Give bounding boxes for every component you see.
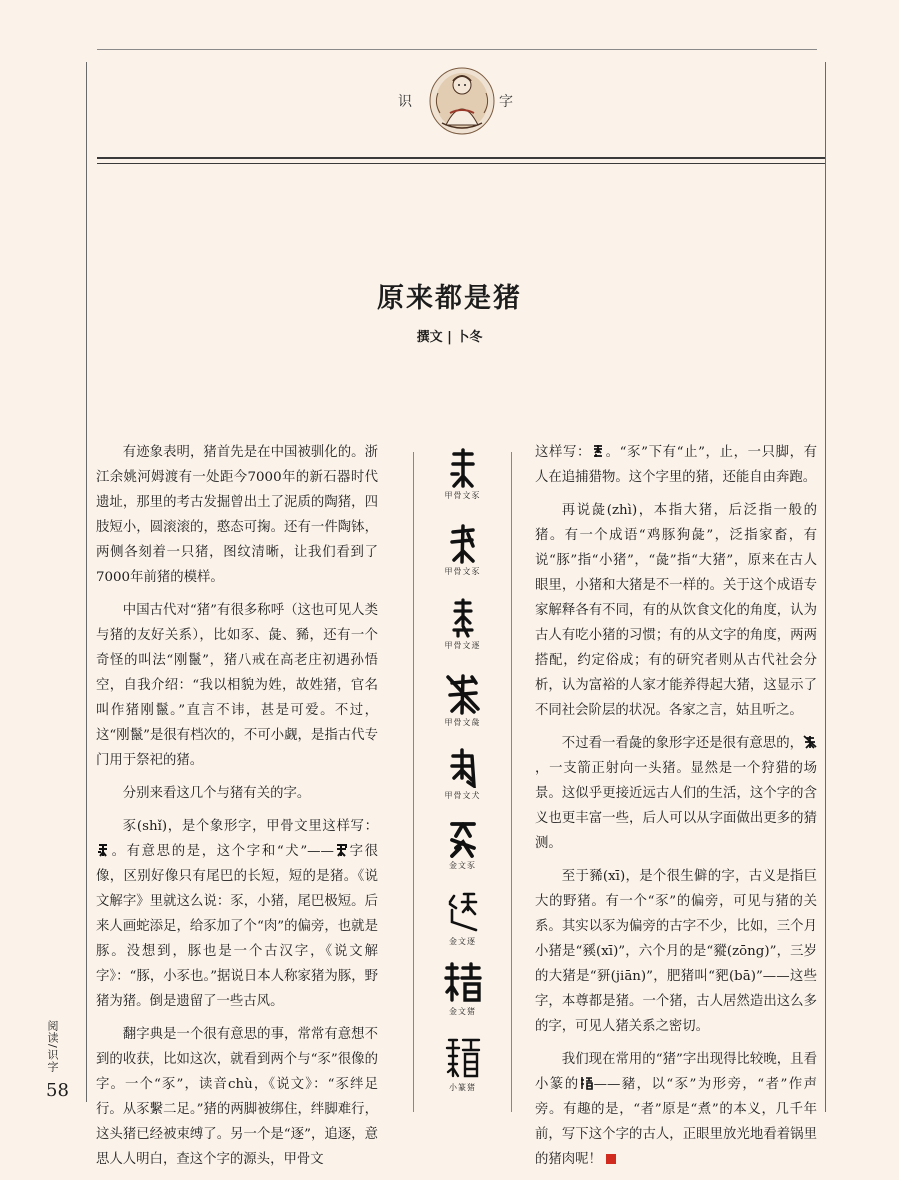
oracle-bone-glyph-icon <box>443 962 483 1004</box>
column-divider-right <box>511 452 512 1112</box>
section-label: 阅读/识字 <box>46 1020 59 1073</box>
oracle-bone-glyph-icon <box>446 818 480 858</box>
glyph-item: 甲骨文犬 <box>415 748 510 801</box>
glyph-item: 甲骨文彘 <box>415 673 510 728</box>
glyph-item: 金文猪 <box>415 962 510 1017</box>
oracle-bone-glyph-icon <box>448 448 478 488</box>
paragraph: 中国古代对“猪”有很多称呼（这也可见人类与猪的友好关系），比如豕、彘、豨，还有一个奇怪的叫法“刚鬣”，猪八戒在高老庄初遇孙悟空，自我介绍：“我以相貌为姓，故姓猪，官名叫作猪刚鬣。”直言不讳，甚是可爱。不过，这“刚鬣”是很有档次的，不可小觑，是指古代专门用于祭祀的猪。 <box>96 603 378 768</box>
oracle-bone-glyph-icon <box>443 1036 483 1080</box>
oracle-bone-glyph-icon <box>448 598 478 638</box>
glyph-item: 小篆猪 <box>415 1036 510 1093</box>
left-margin-rule <box>86 62 87 1102</box>
header-right-char: 字 <box>499 94 513 110</box>
deity-emblem-icon <box>428 63 496 135</box>
text-column-left <box>96 440 378 1180</box>
header-rule-thin <box>97 163 825 164</box>
paragraph: 这样写： 。“豕”下有“止”，止，一只脚，有人在追捕猎物。这个字里的猪，还能自由奔跑。 <box>535 445 818 485</box>
oracle-bone-glyph-icon <box>446 673 480 715</box>
glyph-item: 金文逐 <box>415 890 510 947</box>
end-mark-icon <box>606 1154 616 1164</box>
paragraph: 我们现在常用的“猪”字出现得比较晚，且看小篆的 ——豬，以“豕”为形旁，“者”作声旁。有趣的是，“者”原是“煮”的本义，几千年前，写下这个字的古人，正眼里放光地看着锅里的猪肉呢！ <box>535 1052 818 1167</box>
glyph-item: 甲骨文豕 <box>415 524 510 577</box>
oracle-zhu-glyph-icon <box>591 444 605 458</box>
article-title: 原来都是猪 <box>377 283 522 314</box>
top-rule <box>97 49 817 50</box>
seal-zhu-glyph-icon <box>580 1076 594 1090</box>
glyph-item: 甲骨文豕 <box>415 448 510 501</box>
paragraph: 翻字典是一个很有意思的事，常常有意想不到的收获，比如这次，就看到两个与“豕”很像的字。一个“豕”，读音chù，《说文》：“豕绊足行。从豕繫二足。”猪的两脚被绑住，绊脚难行，这头猪已经被束缚了。另一个是“逐”，追逐，意思人人明白，查这个字的源头，甲骨文 <box>96 1027 378 1167</box>
oracle-zhi-glyph-icon <box>803 735 817 749</box>
right-margin-rule <box>825 62 826 1112</box>
paragraph: 不过看一看彘的象形字还是很有意思的，，一支箭正射向一头猪。显然是一个狩猎的场景。这似乎更接近远古人们的生活，这个字的含义也更丰富一些，后人可以从字面做出更多的猜测。 <box>535 736 817 851</box>
oracle-bone-glyph-icon <box>446 890 480 934</box>
paragraph: 分别来看这几个与猪有关的字。 <box>122 786 311 801</box>
article-author: 撰文 | 卜冬 <box>416 330 483 345</box>
oracle-quan-glyph-icon <box>334 843 348 857</box>
header-rule-thick <box>97 157 825 159</box>
glyph-item: 金文豕 <box>415 818 510 871</box>
header-left-char: 识 <box>398 94 412 110</box>
glyph-item: 甲骨文逐 <box>415 598 510 651</box>
paragraph: 豕(shǐ)，是个象形字，甲骨文里这样写：。有意思的是，这个字和“犬”—— 字很像，区别好像只有尾巴的长短，短的是猪。《说文解字》里就这么说：豕，小猪，尾巴极短。后来人画蛇添足，给豕加了个“肉”的偏旁，也就是豚。没想到，豚也是一个古汉字，《说文解字》：“豚，小豕也。”据说日本人称家猪为豚，野猪为猪。倒是遗留了一些古风。 <box>96 819 378 1009</box>
oracle-bone-glyph-icon <box>448 524 478 564</box>
paragraph: 再说彘(zhì)，本指大猪，后泛指一般的猪。有一个成语“鸡豚狗彘”，泛指家畜，有说“豚”指“小猪”，“彘”指“大猪”，原来在古人眼里，小猪和大猪是不一样的。关于这个成语专家解释各有不同，有的从饮食文化的角度，认为古人有吃小猪的习惯；有的从文字的角度，两两搭配，约定俗成；有的研究者则从古代社会分析，认为富裕的人家才能养得起大猪，这显示了不同社会阶层的状况。各家之言，姑且听之。 <box>535 503 817 718</box>
paragraph: 至于豨(xī)，是个很生僻的字，古义是指巨大的野猪。有一个“豕”的偏旁，可见与猪的关系。其实以豕为偏旁的古字不少，比如，三个月小猪是“豯(xī)”，六个月的是“豵(zōng)”，三岁的大猪是“豜(jiān)”，肥猪叫“豝(bā)”——这些字，本尊都是猪。一个猪，古人居然造出这么多的字，可见人猪关系之密切。 <box>535 869 817 1034</box>
paragraph: 有迹象表明，猪首先是在中国被驯化的。浙江余姚河姆渡有一处距今7000年的新石器时代遗址，那里的考古发掘曾出土了泥质的陶猪，四肢短小，圆滚滚的，憨态可掬。还有一件陶钵，两侧各刻着一只猪，图纹清晰，让我们看到了7000年前猪的模样。 <box>96 445 378 585</box>
page-number: 58 <box>46 1080 69 1101</box>
oracle-bone-glyph-icon <box>448 748 478 788</box>
column-divider-left <box>413 452 414 1112</box>
oracle-shi-glyph-icon <box>96 843 110 857</box>
text-column-right <box>535 440 817 1180</box>
